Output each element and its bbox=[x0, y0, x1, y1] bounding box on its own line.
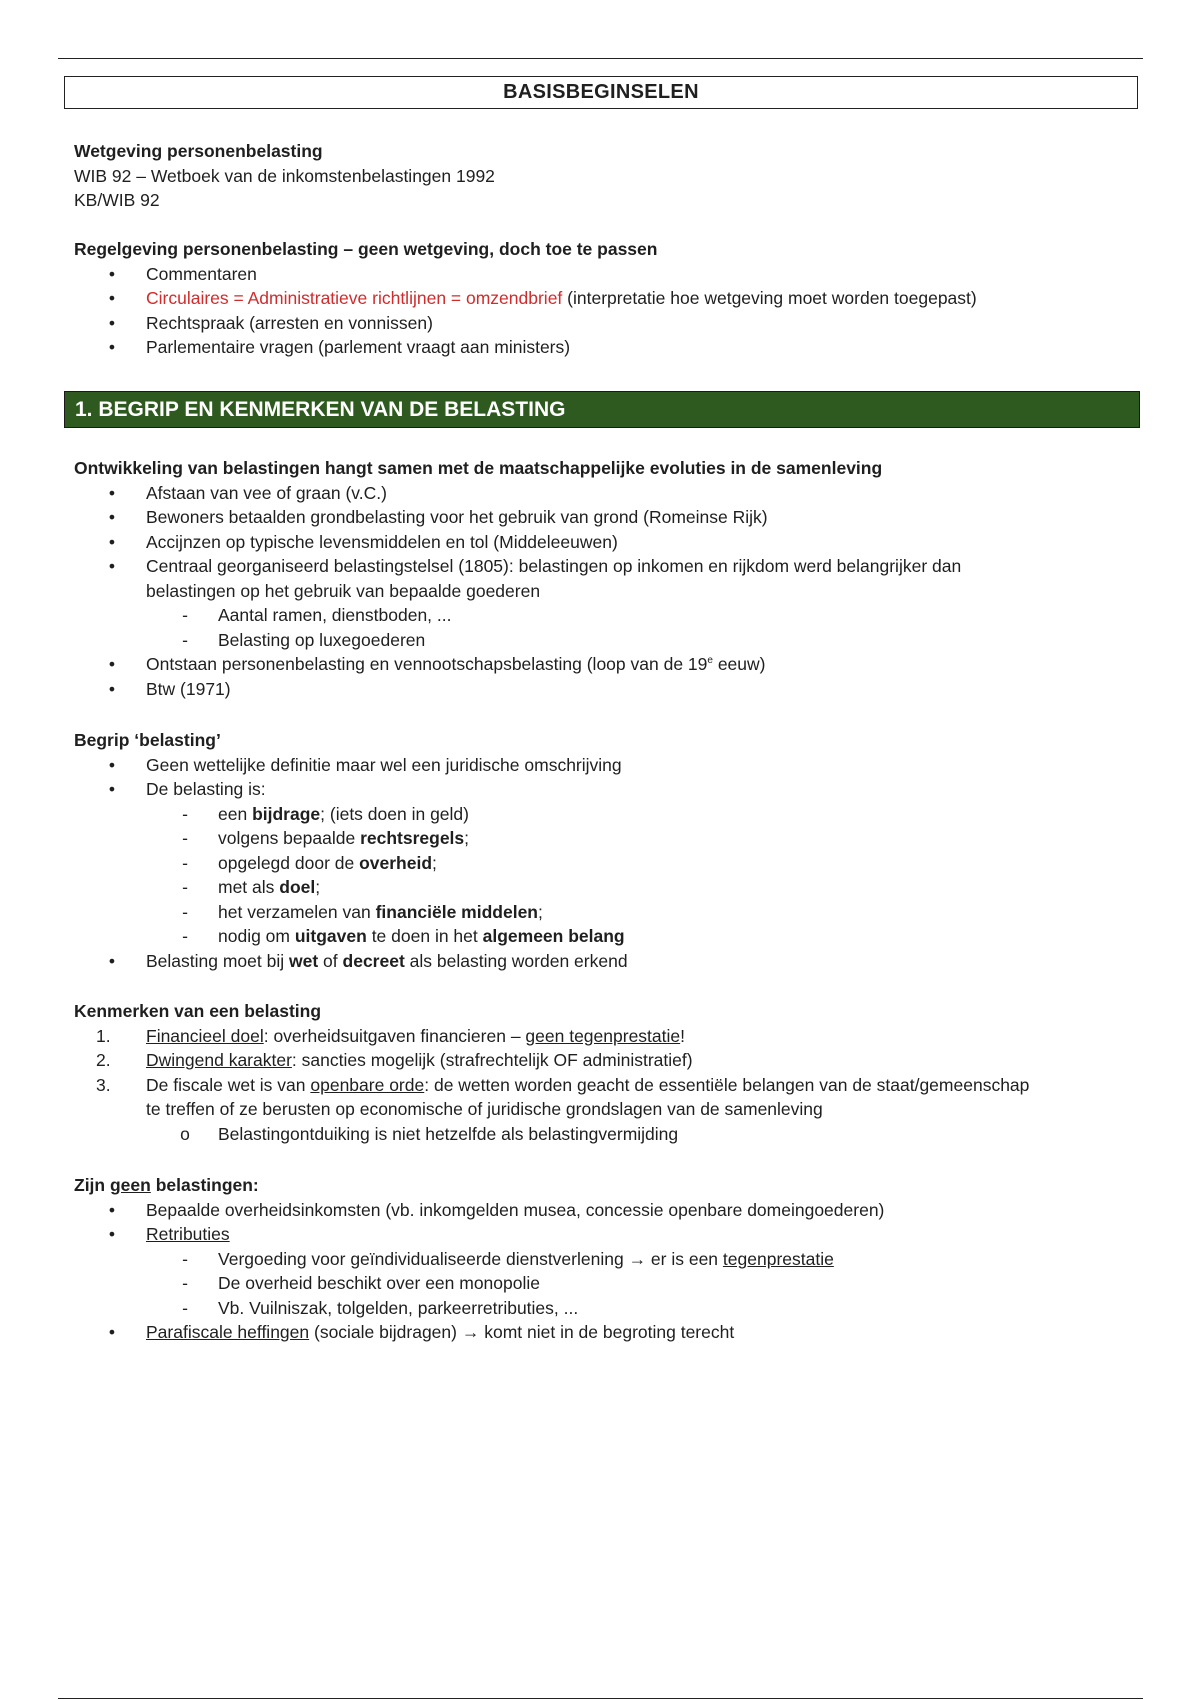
text: een bbox=[218, 803, 253, 824]
list-item bbox=[74, 286, 1144, 311]
list-item-text: De belasting is: bbox=[146, 779, 266, 799]
bold-term: algemeen belang bbox=[482, 926, 625, 946]
text: belastingen: bbox=[150, 1175, 259, 1195]
underlined-term: geen tegenprestatie bbox=[525, 1025, 681, 1046]
list-item bbox=[74, 335, 1144, 360]
list-item-text: Btw (1971) bbox=[146, 678, 231, 699]
text: volgens bepaalde bbox=[218, 828, 361, 848]
list-item bbox=[74, 677, 1144, 702]
list-item-text: Ontstaan personenbelasting en vennootschapsbelasting (loop van de 19 bbox=[146, 654, 708, 674]
sub-list-item bbox=[74, 924, 1144, 949]
sub-list-item bbox=[74, 826, 1144, 851]
bullet-marker: • bbox=[108, 312, 116, 333]
bottom-rule bbox=[58, 1698, 1143, 1699]
sub-list-item bbox=[74, 1247, 1144, 1272]
bullet-marker: • bbox=[108, 1224, 116, 1244]
list-item-text: belastingen op het gebruik van bepaalde goederen bbox=[146, 580, 541, 601]
text: Vergoeding voor geïndividualiseerde dienstverlening bbox=[218, 1248, 629, 1269]
number-marker: 2. bbox=[96, 1050, 111, 1070]
wetgeving-line: KB/WIB 92 bbox=[74, 190, 160, 210]
wetgeving-line: WIB 92 – Wetboek van de inkomstenbelastingen 1992 bbox=[74, 165, 495, 186]
list-item-text: Parlementaire vragen (parlement vraagt aan ministers) bbox=[146, 337, 571, 357]
bold-term: doel bbox=[279, 877, 316, 897]
text: het verzamelen van bbox=[218, 901, 376, 922]
dash-marker: - bbox=[182, 926, 188, 946]
text: : de wetten worden geacht de essentiële belangen van de staat/gemeenschap bbox=[424, 1074, 1030, 1095]
number-marker: 1. bbox=[96, 1025, 111, 1046]
circle-marker: o bbox=[180, 1123, 190, 1144]
wetgeving-heading: Wetgeving personenbelasting bbox=[74, 141, 323, 161]
text: De fiscale wet is van bbox=[146, 1074, 311, 1095]
sub-list-item bbox=[74, 900, 1144, 925]
bullet-marker: • bbox=[108, 1199, 116, 1220]
text: te treffen of ze berusten op economische of juridische grondslagen van de samenleving bbox=[146, 1099, 823, 1119]
text: : overheidsuitgaven financieren – bbox=[263, 1025, 526, 1046]
dash-marker: - bbox=[182, 828, 188, 848]
sub-list-item bbox=[74, 603, 1144, 628]
begrip-block bbox=[74, 728, 1144, 973]
dash-marker: - bbox=[182, 852, 188, 873]
bullet-marker: • bbox=[108, 531, 116, 552]
number-marker: 3. bbox=[96, 1074, 111, 1095]
text: (sociale bijdragen) bbox=[309, 1322, 462, 1342]
bullet-marker: • bbox=[108, 556, 116, 576]
sub-list-item bbox=[74, 851, 1144, 876]
dash-marker: - bbox=[182, 629, 188, 650]
underlined-term: Dwingend karakter bbox=[146, 1050, 292, 1070]
ontwikkeling-block bbox=[74, 456, 1144, 701]
text: ! bbox=[680, 1025, 686, 1046]
list-item-text: Accijnzen op typische levensmiddelen en tol (Middeleeuwen) bbox=[146, 531, 618, 552]
bold-term: overheid bbox=[359, 852, 433, 873]
list-item-text: Rechtspraak (arresten en vonnissen) bbox=[146, 312, 433, 333]
bold-term: uitgaven bbox=[294, 926, 367, 946]
regelgeving-heading: Regelgeving personenbelasting – geen wetgeving, doch toe te passen bbox=[74, 239, 658, 259]
list-item bbox=[74, 1320, 1144, 1345]
dash-marker: - bbox=[182, 1297, 188, 1318]
bullet-marker: • bbox=[108, 779, 116, 799]
bullet-marker: • bbox=[108, 1322, 116, 1342]
underlined-term: tegenprestatie bbox=[722, 1248, 834, 1269]
text: of bbox=[318, 950, 343, 971]
underlined-term: geen bbox=[109, 1175, 151, 1195]
dash-marker: - bbox=[182, 877, 188, 897]
bullet-marker: • bbox=[108, 754, 116, 775]
highlighted-text: Circulaires = Administratieve richtlijnen = omzendbrief bbox=[146, 288, 563, 308]
numbered-item-continuation bbox=[74, 1097, 1144, 1122]
text: ; (iets doen in geld) bbox=[320, 803, 469, 824]
text: te doen in het bbox=[366, 926, 483, 946]
text: er is een bbox=[646, 1248, 723, 1269]
bullet-marker: • bbox=[108, 654, 116, 674]
numbered-item bbox=[74, 1024, 1144, 1049]
list-item-text: Commentaren bbox=[146, 263, 257, 284]
section-heading: 1. BEGRIP EN KENMERKEN VAN DE BELASTING bbox=[64, 391, 1140, 428]
list-item-text: Bewoners betaalden grondbelasting voor het gebruik van grond (Romeinse Rijk) bbox=[146, 507, 768, 527]
dash-marker: - bbox=[182, 1273, 188, 1293]
text: Zijn bbox=[74, 1175, 110, 1195]
list-item-continuation bbox=[74, 579, 1144, 604]
wetgeving-block bbox=[74, 139, 1144, 213]
sub-list-item bbox=[74, 1122, 1144, 1147]
list-item bbox=[74, 311, 1144, 336]
sub-list-item bbox=[74, 1296, 1144, 1321]
text: ; bbox=[538, 901, 543, 922]
sub-list-item bbox=[74, 875, 1144, 900]
text: ; bbox=[432, 852, 437, 873]
bullet-marker: • bbox=[108, 337, 116, 357]
bold-term: wet bbox=[289, 950, 319, 971]
text: ; bbox=[315, 877, 321, 897]
bold-term: bijdrage bbox=[252, 803, 321, 824]
superscript: e bbox=[707, 655, 713, 667]
text: opgelegd door de bbox=[218, 852, 360, 873]
regelgeving-block bbox=[74, 237, 1144, 360]
bullet-marker: • bbox=[108, 678, 116, 699]
sub-list-item bbox=[74, 628, 1144, 653]
sub-list-item bbox=[74, 1271, 1144, 1296]
bullet-marker: • bbox=[108, 263, 116, 284]
bold-term: rechtsregels bbox=[360, 828, 465, 848]
arrow-right-icon: → bbox=[628, 1248, 647, 1269]
dash-marker: - bbox=[182, 901, 188, 922]
geen-belastingen-heading bbox=[74, 1173, 1144, 1198]
kenmerken-heading: Kenmerken van een belasting bbox=[74, 1001, 322, 1021]
list-item bbox=[74, 530, 1144, 555]
list-item-text: (interpretatie hoe wetgeving moet worden toegepast) bbox=[567, 288, 977, 308]
bullet-marker: • bbox=[108, 507, 116, 527]
text: : sancties mogelijk (strafrechtelijk OF administratief) bbox=[291, 1050, 693, 1070]
arrow-right-icon: → bbox=[461, 1322, 480, 1342]
list-item bbox=[74, 262, 1144, 287]
bullet-marker: • bbox=[108, 482, 116, 503]
text: Belasting moet bij bbox=[146, 950, 289, 971]
list-item-text: Afstaan van vee of graan (v.C.) bbox=[146, 482, 387, 503]
list-item bbox=[74, 481, 1144, 506]
text: met als bbox=[218, 877, 280, 897]
text: nodig om bbox=[218, 926, 295, 946]
geen-belastingen-block bbox=[74, 1173, 1144, 1345]
underlined-term: Financieel doel bbox=[146, 1025, 264, 1046]
list-item-text: Aantal ramen, dienstboden, ... bbox=[218, 605, 452, 625]
dash-marker: - bbox=[182, 1248, 188, 1269]
numbered-item bbox=[74, 1048, 1144, 1073]
dash-marker: - bbox=[182, 803, 188, 824]
list-item bbox=[74, 505, 1144, 530]
list-item-text: Geen wettelijke definitie maar wel een juridische omschrijving bbox=[146, 754, 622, 775]
bullet-marker: • bbox=[108, 288, 116, 308]
document-title: BASISBEGINSELEN bbox=[64, 76, 1138, 109]
kenmerken-block bbox=[74, 999, 1144, 1146]
dash-marker: - bbox=[182, 605, 188, 625]
sub-list-item bbox=[74, 802, 1144, 827]
bold-term: financiële middelen bbox=[375, 901, 538, 922]
list-item bbox=[74, 554, 1144, 579]
list-item-text: Belasting op luxegoederen bbox=[218, 629, 426, 650]
list-item bbox=[74, 753, 1144, 778]
text: Vb. Vuilniszak, tolgelden, parkeerretributies, ... bbox=[218, 1297, 579, 1318]
text: De overheid beschikt over een monopolie bbox=[218, 1273, 540, 1293]
list-item bbox=[74, 949, 1144, 974]
underlined-term: openbare orde bbox=[310, 1074, 425, 1095]
underlined-term: Retributies bbox=[146, 1224, 230, 1244]
list-item-text: Bepaalde overheidsinkomsten (vb. inkomgelden musea, concessie openbare domeingoederen) bbox=[146, 1199, 885, 1220]
numbered-item bbox=[74, 1073, 1144, 1098]
bullet-marker: • bbox=[108, 950, 116, 971]
text: als belasting worden erkend bbox=[404, 950, 628, 971]
text: Belastingontduiking is niet hetzelfde als belastingvermijding bbox=[218, 1123, 679, 1144]
list-item bbox=[74, 652, 1144, 677]
list-item-text: eeuw) bbox=[712, 654, 766, 674]
bold-term: decreet bbox=[342, 950, 405, 971]
text: komt niet in de begroting terecht bbox=[479, 1322, 735, 1342]
list-item bbox=[74, 1222, 1144, 1247]
list-item bbox=[74, 777, 1144, 802]
underlined-term: Parafiscale heffingen bbox=[146, 1322, 310, 1342]
top-rule bbox=[58, 58, 1143, 59]
ontwikkeling-heading: Ontwikkeling van belastingen hangt samen met de maatschappelijke evoluties in de samenleving bbox=[74, 458, 883, 478]
list-item bbox=[74, 1198, 1144, 1223]
list-item-text: Centraal georganiseerd belastingstelsel (1805): belastingen op inkomen en rijkdom werd belangrijker dan bbox=[146, 556, 962, 576]
begrip-heading: Begrip ‘belasting’ bbox=[74, 730, 221, 750]
text: ; bbox=[464, 828, 470, 848]
